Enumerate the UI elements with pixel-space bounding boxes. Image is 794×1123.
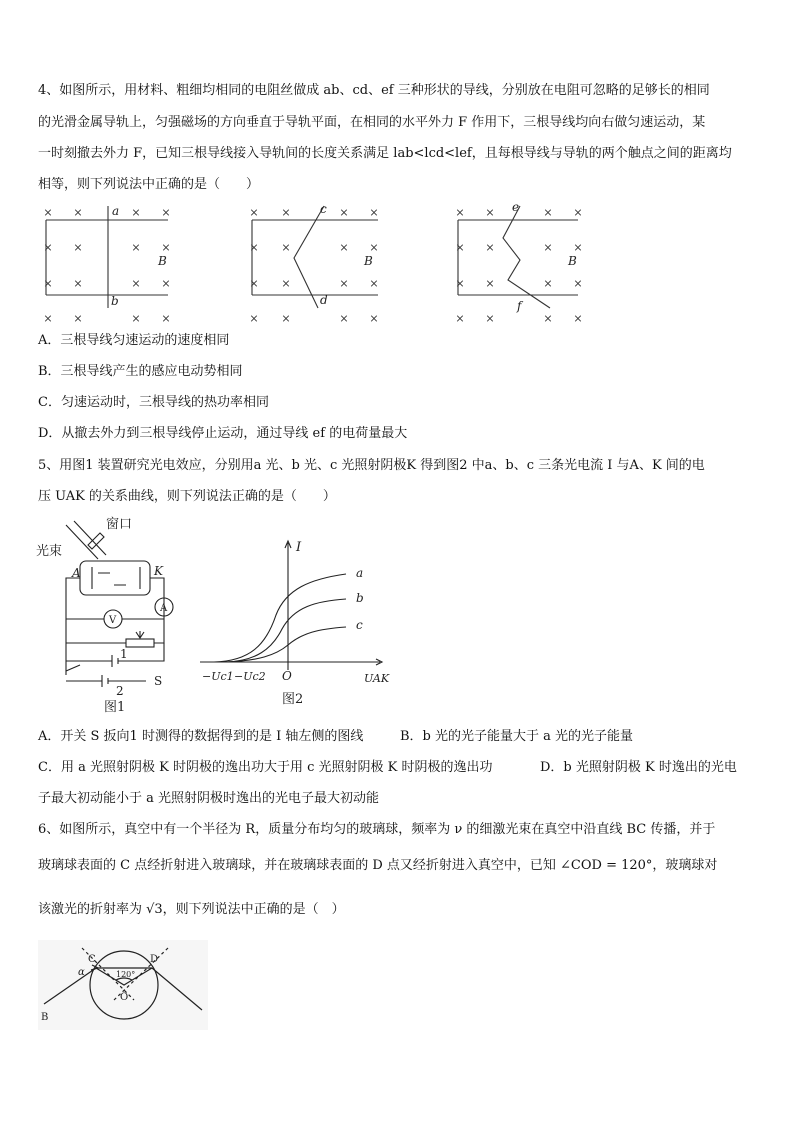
q6-figure bbox=[38, 940, 208, 1030]
q4-text-line-4: 相等，则下列说法中正确的是（ ） bbox=[38, 177, 260, 192]
q4-cross: × bbox=[249, 277, 259, 290]
q4-cross: × bbox=[161, 241, 171, 254]
q5-curve-a bbox=[214, 574, 346, 662]
q4-label-f: f bbox=[517, 299, 522, 313]
q4-cross: × bbox=[485, 277, 495, 290]
q4-cross: × bbox=[73, 277, 83, 290]
q5-curve-c bbox=[226, 627, 346, 662]
q4-rail-1 bbox=[46, 220, 171, 295]
q5-circuit-svg bbox=[36, 515, 186, 715]
q4-label-B3: B bbox=[568, 254, 577, 268]
q5-label-switch-2: 2 bbox=[116, 684, 124, 698]
q4-cross: × bbox=[131, 312, 141, 325]
q4-cross: × bbox=[281, 277, 291, 290]
q4-label-b: b bbox=[111, 294, 119, 308]
q5-label-window: 窗口 bbox=[106, 517, 133, 532]
q4-cross: × bbox=[369, 312, 379, 325]
q4-cross: × bbox=[161, 277, 171, 290]
q5-label-UAK: UAK bbox=[364, 672, 390, 685]
q5-light-beam bbox=[66, 521, 106, 559]
q5-fig2-caption: 图2 bbox=[282, 692, 304, 707]
q6-label-B: B bbox=[41, 1012, 49, 1023]
q4-text-line-3: 一时刻撤去外力 F，已知三根导线接入导轨间的长度关系满足 lab<lcd<lef，且每根导线与导轨的两个触点之间的距离均 bbox=[38, 146, 732, 161]
q4-cross: × bbox=[281, 312, 291, 325]
q5-option-d-line-1: D．b 光照射阴极 K 时逸出的光电 bbox=[540, 760, 737, 775]
q5-fig1-caption: 图1 bbox=[104, 700, 126, 715]
q4-label-a: a bbox=[112, 204, 120, 218]
q5-option-d-line-2: 子最大初动能小于 a 光照射阴极时逸出的光电子最大初动能 bbox=[38, 791, 380, 806]
q4-wire-ef bbox=[503, 206, 553, 308]
q5-battery-2 bbox=[102, 675, 108, 687]
q4-cross: × bbox=[543, 277, 553, 290]
q4-cross: × bbox=[161, 206, 171, 219]
q4-cross: × bbox=[281, 241, 291, 254]
q4-cross: × bbox=[573, 241, 583, 254]
q6-glass-ball-svg bbox=[38, 940, 208, 1030]
q6-text-line-1: 6、如图所示，真空中有一个半径为 R，质量分布均匀的玻璃球，频率为 ν 的细激光束在真空中沿直线 BC 传播，并于 bbox=[38, 822, 716, 837]
q5-label-b: b bbox=[356, 591, 364, 605]
q6-label-angle: 120° bbox=[116, 970, 136, 979]
q4-cross: × bbox=[485, 241, 495, 254]
q4-cross: × bbox=[369, 206, 379, 219]
q5-switch bbox=[66, 665, 80, 671]
q5-battery-1 bbox=[112, 655, 118, 667]
q4-cross: × bbox=[543, 206, 553, 219]
q5-figure-2 bbox=[200, 535, 400, 710]
q5-option-b: B．b 光的光子能量大于 a 光的光子能量 bbox=[400, 729, 634, 744]
q4-option-b: B．三根导线产生的感应电动势相同 bbox=[38, 364, 243, 379]
q5-electrodes bbox=[92, 567, 140, 589]
q5-iu-graph-svg bbox=[200, 535, 400, 710]
q4-label-e: e bbox=[512, 200, 520, 214]
q4-cross: × bbox=[543, 241, 553, 254]
q4-cross: × bbox=[131, 277, 141, 290]
q4-cross: × bbox=[485, 312, 495, 325]
q5-label-Uc2: −Uc2 bbox=[234, 670, 266, 683]
q4-cross: × bbox=[573, 277, 583, 290]
q4-cross: × bbox=[339, 312, 349, 325]
q5-label-a: a bbox=[356, 566, 364, 580]
q4-cross: × bbox=[161, 312, 171, 325]
q6-label-alpha: α bbox=[78, 967, 85, 978]
q4-option-d: D．从撤去外力到三根导线停止运动，通过导线 ef 的电荷量最大 bbox=[38, 426, 408, 441]
q4-label-B2: B bbox=[364, 254, 373, 268]
q4-cross: × bbox=[73, 241, 83, 254]
q4-cross: × bbox=[339, 277, 349, 290]
q5-window bbox=[88, 533, 104, 549]
q4-rail-2 bbox=[252, 220, 378, 295]
q4-cross: × bbox=[455, 241, 465, 254]
q4-cross: × bbox=[43, 277, 53, 290]
q4-cross: × bbox=[369, 241, 379, 254]
q4-cross: × bbox=[455, 206, 465, 219]
q4-cross: × bbox=[281, 206, 291, 219]
q5-label-A: A bbox=[72, 566, 81, 580]
q4-option-a: A．三根导线匀速运动的速度相同 bbox=[38, 333, 230, 348]
q4-label-d: d bbox=[320, 293, 328, 307]
q4-cross: × bbox=[573, 312, 583, 325]
q5-option-a: A．开关 S 扳向1 时测得的数据得到的是 I 轴左侧的图线 bbox=[38, 729, 364, 744]
q4-cross: × bbox=[43, 206, 53, 219]
q4-cross: × bbox=[369, 277, 379, 290]
q5-label-switch-1: 1 bbox=[120, 647, 128, 661]
q4-text-line-1: 4、如图所示，用材料、粗细均相同的电阻丝做成 ab、cd、ef 三种形状的导线，分别放在电阻可忽略的足够长的相同 bbox=[38, 83, 710, 98]
q4-cross: × bbox=[573, 206, 583, 219]
q5-label-Uc1: −Uc1 bbox=[202, 670, 234, 683]
q4-figure-svg bbox=[38, 200, 598, 325]
q4-cross: × bbox=[485, 206, 495, 219]
q4-cross: × bbox=[73, 312, 83, 325]
q5-label-ammeter: A bbox=[160, 603, 168, 614]
q5-label-K: K bbox=[154, 564, 163, 578]
q5-label-O: O bbox=[282, 669, 292, 683]
q5-text-line-2: 压 UAK 的关系曲线，则下列说法正确的是（ ） bbox=[38, 489, 336, 504]
q4-label-c: c bbox=[320, 202, 327, 216]
q4-text-line-2: 的光滑金属导轨上，匀强磁场的方向垂直于导轨平面，在相同的水平外力 F 作用下，三根导线均向右做匀速运动，某 bbox=[38, 115, 706, 130]
q4-cross: × bbox=[455, 277, 465, 290]
q4-option-c: C．匀速运动时，三根导线的热功率相同 bbox=[38, 395, 269, 410]
q5-wire-battery1 bbox=[66, 643, 164, 661]
q5-label-beam: 光束 bbox=[36, 544, 63, 559]
q6-label-D: D bbox=[150, 954, 159, 965]
q5-figure-1 bbox=[36, 515, 186, 715]
q4-cross: × bbox=[131, 241, 141, 254]
q4-cross: × bbox=[73, 206, 83, 219]
q5-label-I: I bbox=[296, 540, 302, 555]
q4-cross: × bbox=[43, 312, 53, 325]
q4-cross: × bbox=[43, 241, 53, 254]
q6-label-C: C bbox=[88, 954, 96, 965]
q4-cross: × bbox=[455, 312, 465, 325]
q4-label-B1: B bbox=[158, 254, 167, 268]
q5-label-switch-S: S bbox=[154, 674, 163, 688]
q4-cross: × bbox=[131, 206, 141, 219]
q5-rheostat bbox=[126, 639, 154, 647]
q4-cross: × bbox=[543, 312, 553, 325]
q6-text-line-2: 玻璃球表面的 C 点经折射进入玻璃球，并在玻璃球表面的 D 点又经折射进入真空中，已知 ∠COD = 120°，玻璃球对 bbox=[38, 858, 718, 873]
q4-cross: × bbox=[339, 241, 349, 254]
q4-cross: × bbox=[249, 241, 259, 254]
q4-cross: × bbox=[339, 206, 349, 219]
q4-cross: × bbox=[249, 206, 259, 219]
q5-curve-b bbox=[226, 599, 346, 662]
q5-electron-arrows bbox=[98, 573, 126, 585]
q5-option-c: C．用 a 光照射阴极 K 时阴极的逸出功大于用 c 光照射阴极 K 时阴极的逸出功 bbox=[38, 760, 493, 775]
q5-label-c: c bbox=[356, 618, 363, 632]
q6-label-O: O bbox=[120, 992, 129, 1003]
q4-figure bbox=[38, 200, 598, 325]
q4-cross: × bbox=[249, 312, 259, 325]
q5-text-line-1: 5、用图1 装置研究光电效应，分别用a 光、b 光、c 光照射阴极K 得到图2 中a、b、c 三条光电流 I 与A、K 间的电 bbox=[38, 458, 705, 473]
q6-text-line-3: 该激光的折射率为 √3，则下列说法中正确的是（ ） bbox=[38, 902, 345, 917]
q5-label-V: V bbox=[109, 615, 117, 626]
